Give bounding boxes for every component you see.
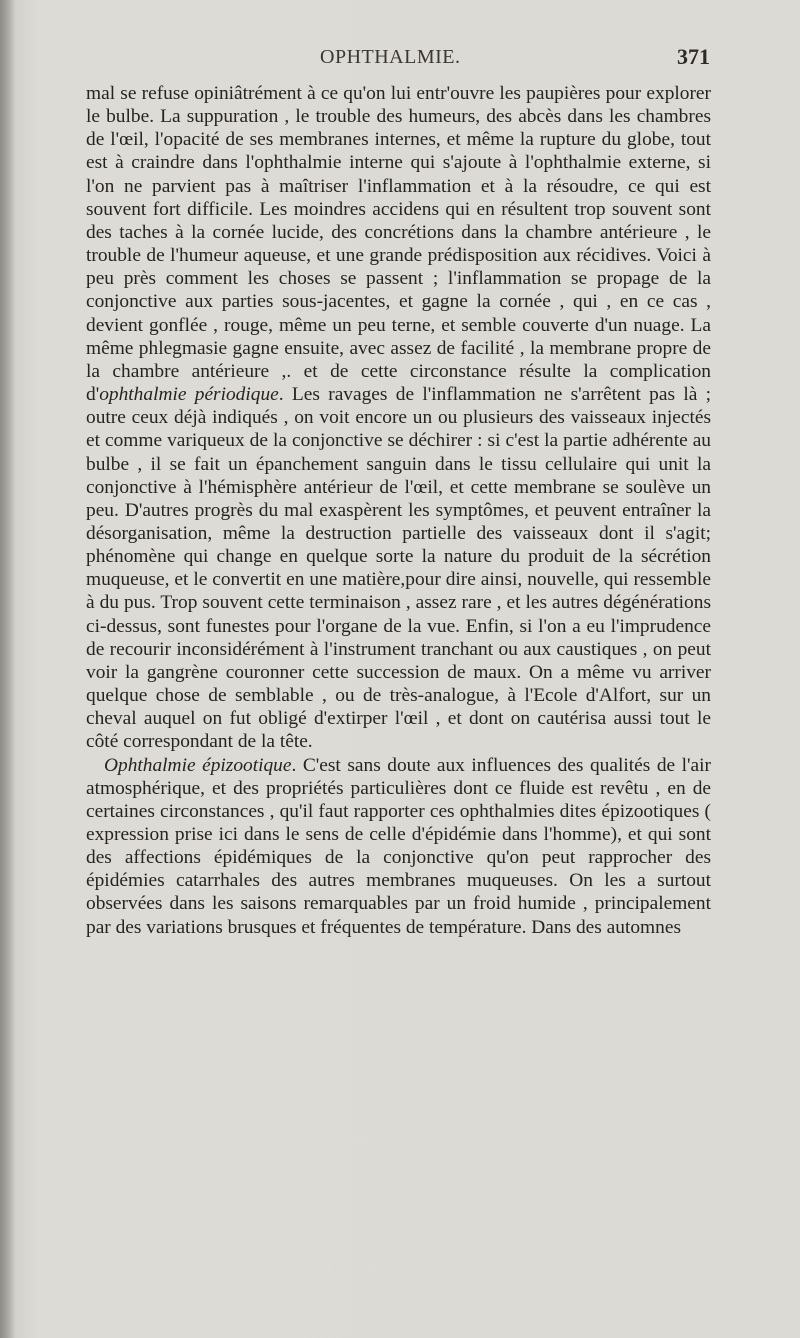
- spine-shadow: [0, 0, 16, 1338]
- page-header: [88, 40, 710, 76]
- paragraph-text: mal se refuse opiniâtrément à ce qu'on lui entr'ouvre les paupières pour explorer le bulbe. La suppuration , le trouble des humeurs, des abcès dans les chambres de l'œil, l'opacité de ses membranes internes, et même la rupture du globe, tout est à craindre dans l'ophthalmie interne qui s'ajoute à l'ophthalmie externe, si l'on ne parvient pas à maîtriser l'inflammation et à la résoudre, ce qui est souvent fort difficile. Les moindres accidens qui en résultent trop souvent sont des taches à la cornée lucide, des concrétions dans la chambre antérieure , le trouble de l'humeur aqueuse, et une grande prédisposition aux récidives. Voici à peu près comment les choses se passent ; l'inflammation se propage de la conjonctive aux parties sous-jacentes, et gagne la cornée , qui , en ce cas , devient gonflée , rouge, même un peu terne, et semble couverte d'un nuage. La même phlegmasie gagne ensuite, avec assez de facilité , la membrane propre de la chambre antérieure ,. et de cette circonstance résulte la complication d': [86, 83, 711, 406]
- body-text: [86, 82, 711, 939]
- page-number: 371: [677, 44, 710, 69]
- section-heading: Ophthalmie épizootique: [104, 754, 292, 776]
- emphasis-term: ophthalmie périodique: [99, 384, 279, 406]
- paragraph-continued: [86, 82, 711, 754]
- paragraph-text: . C'est sans doute aux influences des qualités de l'air atmosphérique, et des propriétés particulières dont ce fluide est revêtu , en de certaines circonstances , qu'il faut rapporter ces ophthalmies dites épizootiques ( expression prise ici dans le sens de celle d'épidémie dans l'homme), et qui sont des affections épidémiques de la conjonctive qu'on peut rapprocher des épidémies catarrhales des autres membranes muqueuses. On les a surtout observées dans les saisons remarquables par un froid humide , principalement par des variations brusques et fréquentes de température. Dans des automnes: [86, 754, 711, 938]
- paragraph-text: . Les ravages de l'inflammation ne s'arrêtent pas là ; outre ceux déjà indiqués , on voit encore un ou plusieurs des vaisseaux injectés et comme variqueux de la conjonctive se déchirer : si c'est la partie adhérente au bulbe , il se fait un épanchement sanguin dans le tissu cellulaire qui unit la conjonctive à l'hémisphère antérieur de l'œil, et cette membrane se soulève un peu. D'autres progrès du mal exaspèrent les symptômes, et peuvent entraîner la désorganisation, même la destruction partielle des vaisseaux dont il s'agit; phénomène qui change en quelque sorte la nature du produit de la sécrétion muqueuse, et le convertit en une matière,pour dire ainsi, nouvelle, qui ressemble à du pus. Trop souvent cette terminaison , assez rare , et les autres dégénérations ci-dessus, sont funestes pour l'organe de la vue. Enfin, si l'on a eu l'imprudence de recourir inconsidérément à l'instrument tranchant ou aux caustiques , on peut voir la gangrène couronner cette succession de maux. On a même vu arriver quelque chose de semblable , ou de très-analogue, à l'Ecole d'Alfort, sur un cheval auquel on fut obligé d'extirper l'œil , et dont on cautérisa aussi tout le côté correspondant de la tête.: [86, 384, 712, 753]
- running-head: OPHTHALMIE.: [320, 46, 461, 68]
- paragraph-epizootic: [86, 754, 711, 939]
